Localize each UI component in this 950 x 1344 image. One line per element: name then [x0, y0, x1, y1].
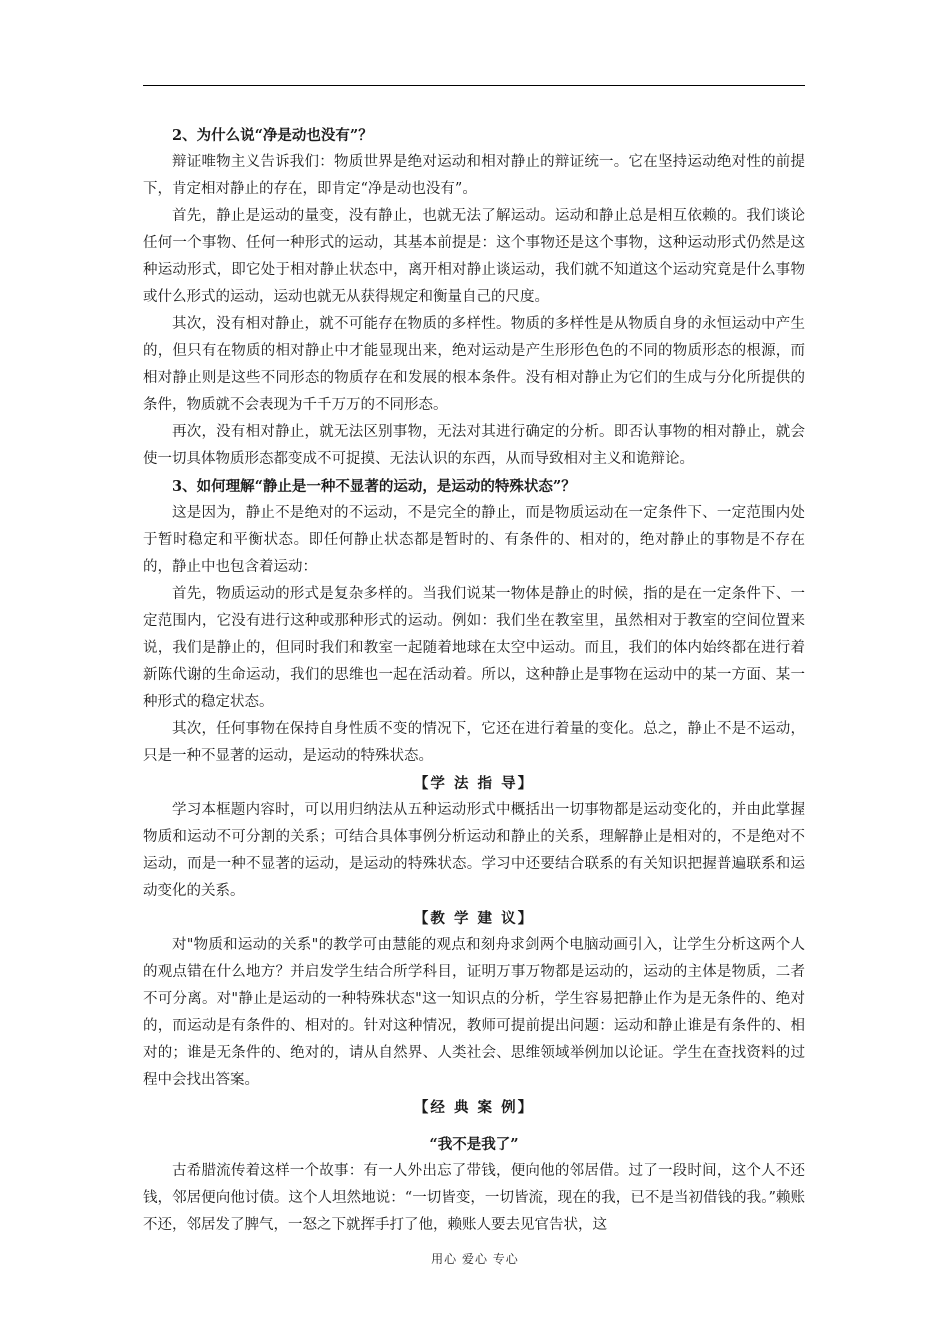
question-2-heading: 2、为什么说“净是动也没有”？ — [172, 127, 373, 144]
page-footer: 用心 爱心 专心 — [431, 1252, 519, 1266]
teaching-suggestion-paragraph: 对"物质和运动的关系"的教学可由慧能的观点和刻舟求剑两个电脑动画引入，让学生分析这两个人的观点错在什么地方？并启发学生结合所学科目，证明万事万物都是运动的，运动的主体是物质，二者不可分离。对"静止是运动的一种特殊状态"这一知识点的分析，学生容易把静止作为是无条件的、绝对的，而运动是有条件的、相对的。针对这种情况，教师可提前提出问题：运动和静止谁是有条件的、相对的；谁是无条件的、绝对的，请从自然界、人类社会、思维领域举例加以论证。学生在查找资料的过程中会找出答案。 — [143, 937, 805, 1088]
q2-paragraph-1: 辩证唯物主义告诉我们：物质世界是绝对运动和相对静止的辩证统一。它在坚持运动绝对性的前提下，肯定相对静止的存在，即肯定“净是动也没有”。 — [143, 154, 805, 197]
story-paragraph: 古希腊流传着这样一个故事：有一人外出忘了带钱，便向他的邻居借。过了一段时间，这个人不还钱，邻居便向他讨债。这个人坦然地说：“一切皆变，一切皆流，现在的我，已不是当初借钱的我。”赖账不还，邻居发了脾气，一怒之下就挥手打了他，赖账人要去见官告状，这 — [143, 1163, 805, 1233]
q3-paragraph-1: 这是因为，静止不是绝对的不运动，不是完全的静止，而是物质运动在一定条件下、一定范围内处于暂时稳定和平衡状态。即任何静止状态都是暂时的、有条件的、相对的，绝对静止的事物是不存在的，静止中也包含着运动： — [143, 505, 805, 575]
document-body — [143, 122, 805, 1239]
study-guide-heading: 【学 法 指 导】 — [413, 775, 535, 792]
story-title: “我不是我了” — [429, 1136, 519, 1153]
header-rule — [143, 85, 805, 86]
question-3-heading: 3、如何理解“静止是一种不显著的运动，是运动的特殊状态”？ — [172, 478, 576, 495]
q3-paragraph-3: 其次，任何事物在保持自身性质不变的情况下，它还在进行着量的变化。总之，静止不是不运动，只是一种不显著的运动，是运动的特殊状态。 — [143, 721, 805, 764]
q3-paragraph-2: 首先，物质运动的形式是复杂多样的。当我们说某一物体是静止的时候，指的是在一定条件下、一定范围内，它没有进行这种或那种形式的运动。例如：我们坐在教室里，虽然相对于教室的空间位置来说，我们是静止的，但同时我们和教室一起随着地球在太空中运动。而且，我们的体内始终都在进行着新陈代谢的生命运动，我们的思维也一起在活动着。所以，这种静止是事物在运动中的某一方面、某一种形式的稳定状态。 — [143, 586, 805, 710]
study-guide-paragraph: 学习本框题内容时，可以用归纳法从五种运动形式中概括出一切事物都是运动变化的，并由此掌握物质和运动不可分割的关系；可结合具体事例分析运动和静止的关系，理解静止是相对的，不是绝对不运动，而是一种不显著的运动，是运动的特殊状态。学习中还要结合联系的有关知识把握普遍联系和运动变化的关系。 — [143, 802, 805, 899]
q2-paragraph-2: 首先，静止是运动的量变，没有静止，也就无法了解运动。运动和静止总是相互依赖的。我们谈论任何一个事物、任何一种形式的运动，其基本前提是：这个事物还是这个事物，这种运动形式仍然是这种运动形式，即它处于相对静止状态中，离开相对静止谈运动，我们就不知道这个运动究竟是什么事物或什么形式的运动，运动也就无从获得规定和衡量自己的尺度。 — [143, 208, 805, 305]
teaching-suggestion-heading: 【教 学 建 议】 — [413, 910, 535, 927]
q2-paragraph-3: 其次，没有相对静止，就不可能存在物质的多样性。物质的多样性是从物质自身的永恒运动中产生的，但只有在物质的相对静止中才能显现出来，绝对运动是产生形形色色的不同的物质形态的根源，而相对静止则是这些不同形态的物质存在和发展的根本条件。没有相对静止为它们的生成与分化所提供的条件，物质就不会表现为千千万万的不同形态。 — [143, 316, 805, 413]
classic-case-heading: 【经 典 案 例】 — [413, 1099, 535, 1116]
q2-paragraph-4: 再次，没有相对静止，就无法区别事物，无法对其进行确定的分析。即否认事物的相对静止，就会使一切具体物质形态都变成不可捉摸、无法认识的东西，从而导致相对主义和诡辩论。 — [143, 424, 805, 467]
